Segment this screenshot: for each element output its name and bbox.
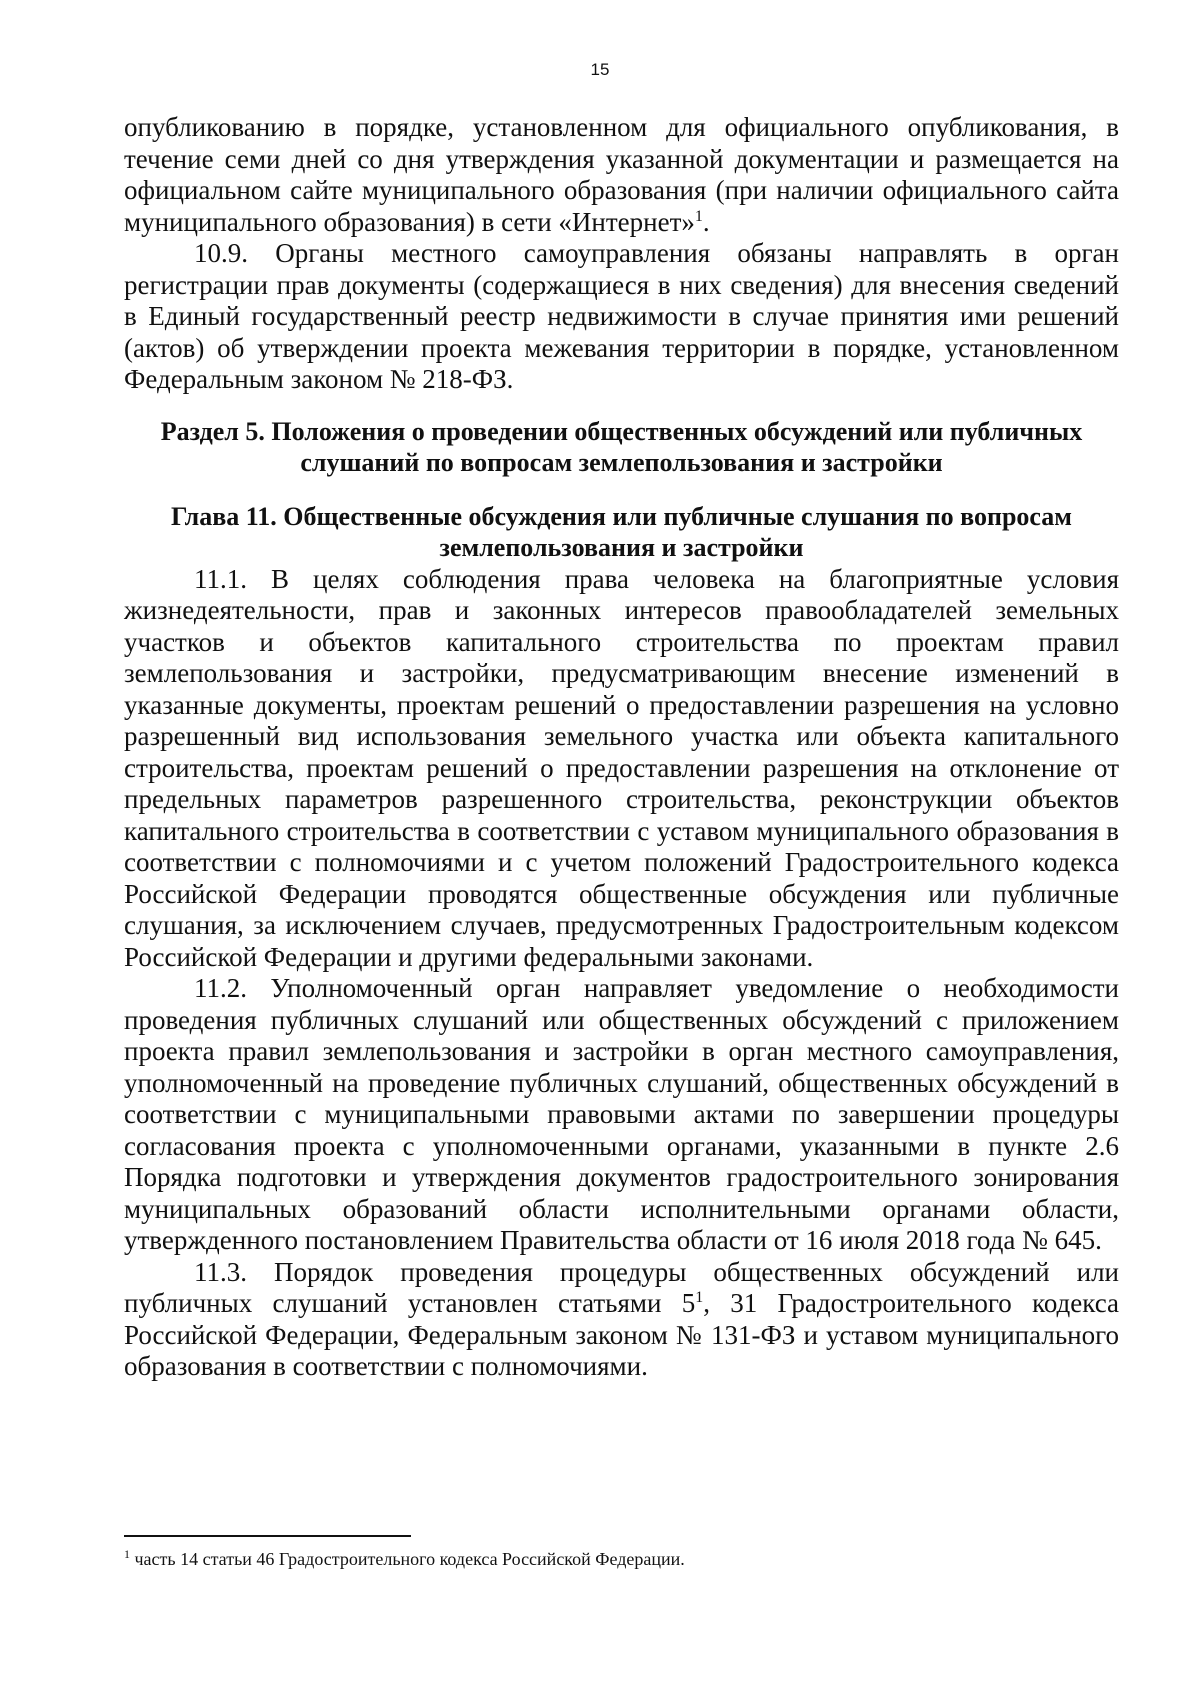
footnote-marker: 1: [124, 1547, 130, 1561]
paragraph-11-3: [124, 1257, 1119, 1383]
paragraph-11-2: 11.2. Уполномоченный орган направляет уведомление о необходимости проведения публичных слушаний или общественных обсуждений с приложением проекта правил землепользования и застройки в орган местного самоуправления, уполномоченный на проведение публичных слушаний, общественных обсуждений в соответствии с муниципальными правовыми актами по завершении процедуры согласования проекта с уполномоченными органами, указанными в пункте 2.6 Порядка подготовки и утверждения документов градостроительного зонирования муниципальных образований области исполнительными органами области, утвержденного постановлением Правительства области от 16 июля 2018 года № 645.: [124, 973, 1119, 1255]
page-number: 15: [590, 60, 610, 79]
section-heading: Раздел 5. Положения о проведении общественных обсуждений или публичных слушаний по вопросам землепользования и застройки: [160, 416, 1083, 477]
footnote-separator: [124, 1535, 411, 1537]
paragraph-text-end: .: [702, 206, 710, 237]
paragraph-text: опубликованию в порядке, установленном для официального опубликования, в течение семи дней со дня утверждения указанной документации и размещается на официальном сайте муниципального образования (при наличии официального сайта муниципального образования) в сети «Интернет»: [124, 112, 1119, 237]
footnote-reference: 1: [694, 207, 703, 225]
paragraph-continued: [124, 112, 1119, 238]
paragraph-11-1: 11.1. В целях соблюдения права человека на благоприятные условия жизнедеятельности, прав и законных интересов правообладателей земельных участков и объектов капитального строительства по проектам правил землепользования и застройки, предусматривающим внесение изменений в указанные документы, проектам решений о предоставлении разрешения на условно разрешенный вид использования земельного участка или объекта капитального строительства, проектам решений о предоставлении разрешения на отклонение от предельных параметров разрешенного строительства, реконструкции объектов капитального строительства в соответствии с уставом муниципального образования в соответствии с полномочиями и с учетом положений Градостроительного кодекса Российской Федерации проводятся общественные обсуждения или публичные слушания, за исключением случаев, предусмотренных Градостроительным кодексом Российской Федерации и другими федеральными законами.: [124, 563, 1119, 972]
article-superscript: 1: [695, 1289, 704, 1306]
footnote: [124, 1547, 1119, 1571]
chapter-heading: Глава 11. Общественные обсуждения или публичные слушания по вопросам землепользования и застройки: [171, 501, 1072, 562]
paragraph-text: 11.3. Порядок проведения процедуры общественных обсуждений или публичных слушаний установлен статьями 5: [124, 1256, 1119, 1318]
paragraph-10-9: 10.9. Органы местного самоуправления обязаны направлять в орган регистрации прав документы (содержащиеся в них сведения) для внесения сведений в Единый государственный реестр недвижимости в случае принятия ими решений (актов) об утверждении проекта межевания территории в порядке, установленном Федеральным законом № 218-ФЗ.: [124, 238, 1119, 394]
footnote-text: часть 14 статьи 46 Градостроительного кодекса Российской Федерации.: [130, 1549, 685, 1569]
document-body: [124, 112, 1119, 1383]
paragraph-text-end: , 31 Градостроительного кодекса Российской Федерации, Федеральным законом № 131-ФЗ и уставом муниципального образования в соответствии с полномочиями.: [124, 1288, 1120, 1381]
